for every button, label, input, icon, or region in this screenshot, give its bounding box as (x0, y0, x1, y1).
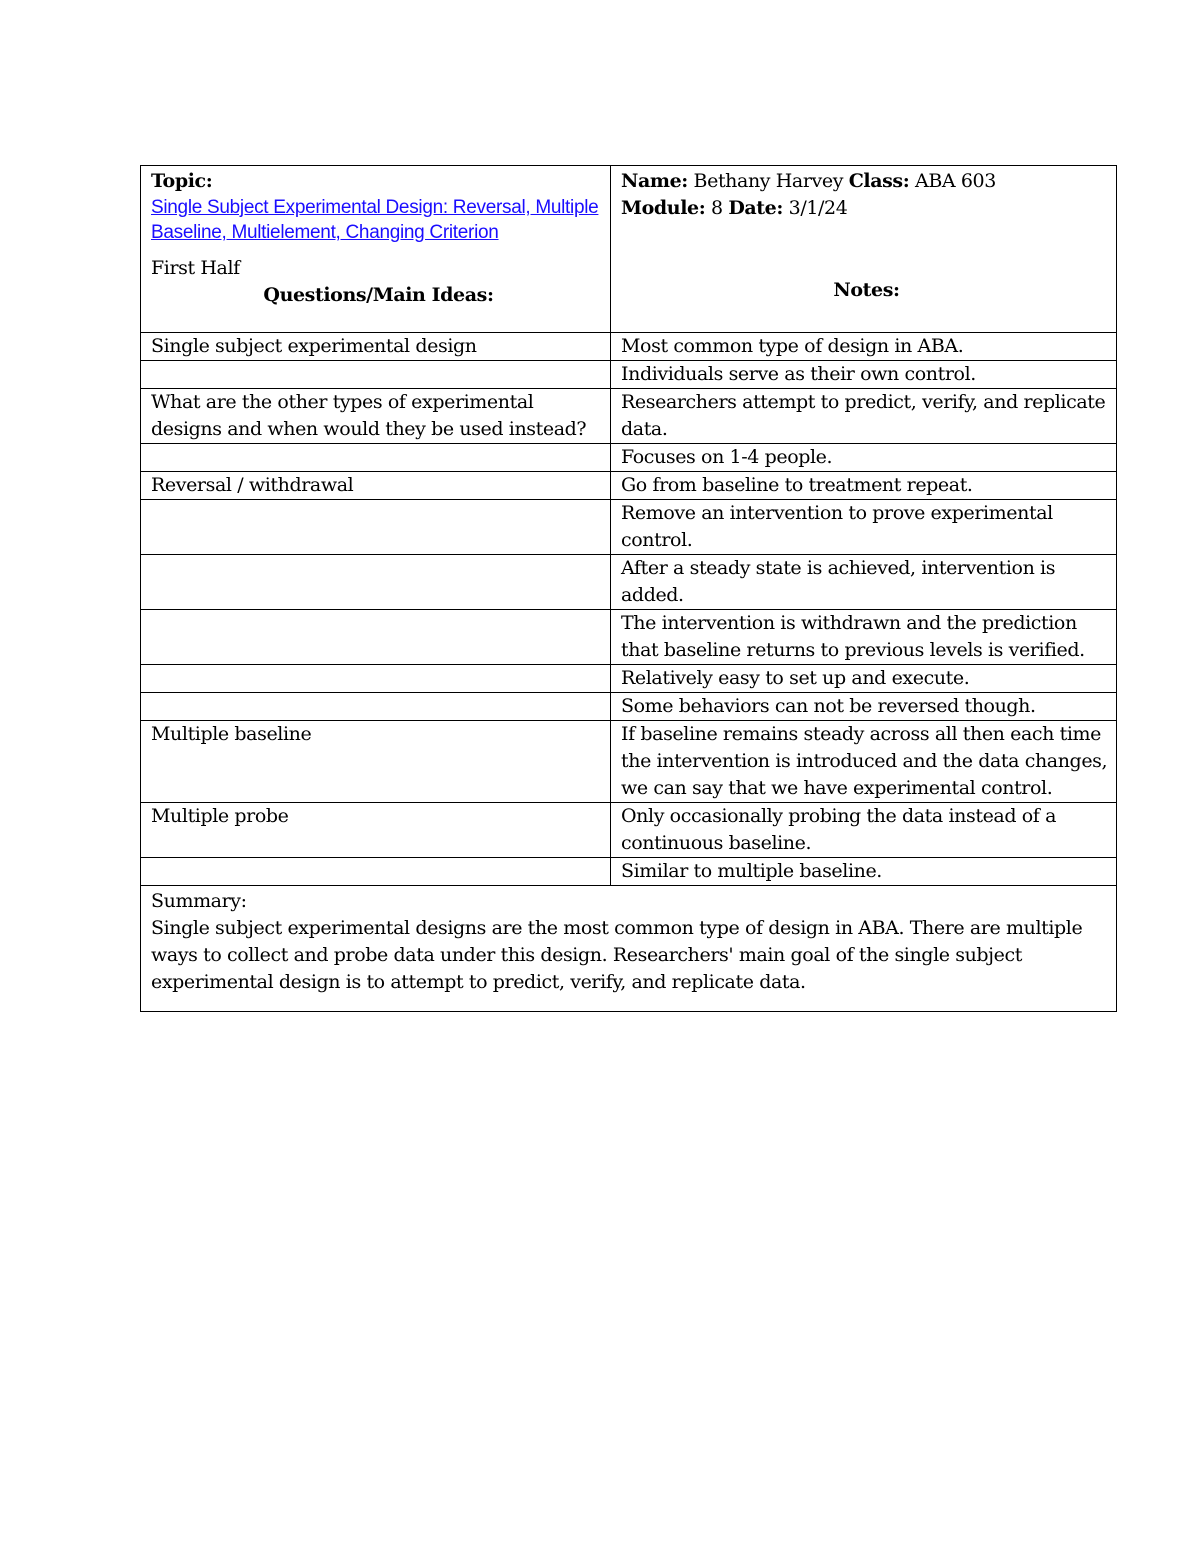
question-cell (141, 361, 611, 389)
table-row (141, 610, 1117, 665)
class-value: ABA 603 (915, 170, 996, 192)
meta-cell (611, 166, 1117, 333)
note-cell: Individuals serve as their own control. (611, 361, 1117, 389)
summary-label: Summary: (151, 890, 247, 912)
table-row (141, 721, 1117, 803)
date-value: 3/1/24 (788, 197, 848, 219)
table-row (141, 803, 1117, 858)
note-cell: Most common type of design in ABA. (611, 333, 1117, 361)
table-row (141, 693, 1117, 721)
module-label: Module: (621, 197, 706, 219)
question-cell (141, 693, 611, 721)
question-cell: Reversal / withdrawal (141, 472, 611, 500)
question-cell (141, 610, 611, 665)
questions-heading: Questions/Main Ideas: (263, 284, 494, 306)
notes-heading: Notes: (833, 279, 900, 301)
topic-cell (141, 166, 611, 333)
table-row (141, 665, 1117, 693)
question-cell: What are the other types of experimental designs and when would they be used instead? (141, 389, 611, 444)
note-cell: Some behaviors can not be reversed though. (611, 693, 1117, 721)
note-cell: After a steady state is achieved, intervention is added. (611, 555, 1117, 610)
note-cell: Go from baseline to treatment repeat. (611, 472, 1117, 500)
name-class-line (621, 168, 1112, 195)
note-cell: Relatively easy to set up and execute. (611, 665, 1117, 693)
module-date-line (621, 195, 1112, 222)
note-cell: If baseline remains steady across all then each time the intervention is introduced and the data changes, we can say that we have experimental control. (611, 721, 1117, 803)
table-row (141, 858, 1117, 886)
table-row (141, 555, 1117, 610)
question-cell: Multiple baseline (141, 721, 611, 803)
question-cell (141, 858, 611, 886)
question-cell (141, 444, 611, 472)
table-row (141, 500, 1117, 555)
note-cell: Remove an intervention to prove experimental control. (611, 500, 1117, 555)
question-cell: Multiple probe (141, 803, 611, 858)
question-cell (141, 500, 611, 555)
module-value: 8 (710, 197, 723, 219)
name-value: Bethany Harvey (693, 170, 844, 192)
name-label: Name: (621, 170, 688, 192)
table-row (141, 472, 1117, 500)
class-label: Class: (848, 170, 910, 192)
table-row (141, 444, 1117, 472)
question-cell: Single subject experimental design (141, 333, 611, 361)
table-row (141, 389, 1117, 444)
header-row (141, 166, 1117, 333)
date-label: Date: (728, 197, 783, 219)
note-cell: The intervention is withdrawn and the prediction that baseline returns to previous levels is verified. (611, 610, 1117, 665)
half-label: First Half (151, 257, 240, 279)
table-row (141, 361, 1117, 389)
summary-text: Single subject experimental designs are the most common type of design in ABA. There are multiple ways to collect and probe data under this design. Researchers' main goal of the single subject experimental design is to attempt to predict, verify, and replicate data. (151, 917, 1083, 993)
topic-label: Topic: (151, 170, 213, 192)
question-cell (141, 665, 611, 693)
table-row (141, 333, 1117, 361)
note-cell: Only occasionally probing the data instead of a continuous baseline. (611, 803, 1117, 858)
cornell-notes-table (140, 165, 1117, 1012)
topic-link[interactable]: Single Subject Experimental Design: Reversal, Multiple Baseline, Multielement, Changing Criterion (151, 197, 599, 243)
question-cell (141, 555, 611, 610)
note-cell: Similar to multiple baseline. (611, 858, 1117, 886)
summary-cell (141, 886, 1117, 1012)
note-cell: Researchers attempt to predict, verify, and replicate data. (611, 389, 1117, 444)
summary-row (141, 886, 1117, 1012)
note-cell: Focuses on 1-4 people. (611, 444, 1117, 472)
